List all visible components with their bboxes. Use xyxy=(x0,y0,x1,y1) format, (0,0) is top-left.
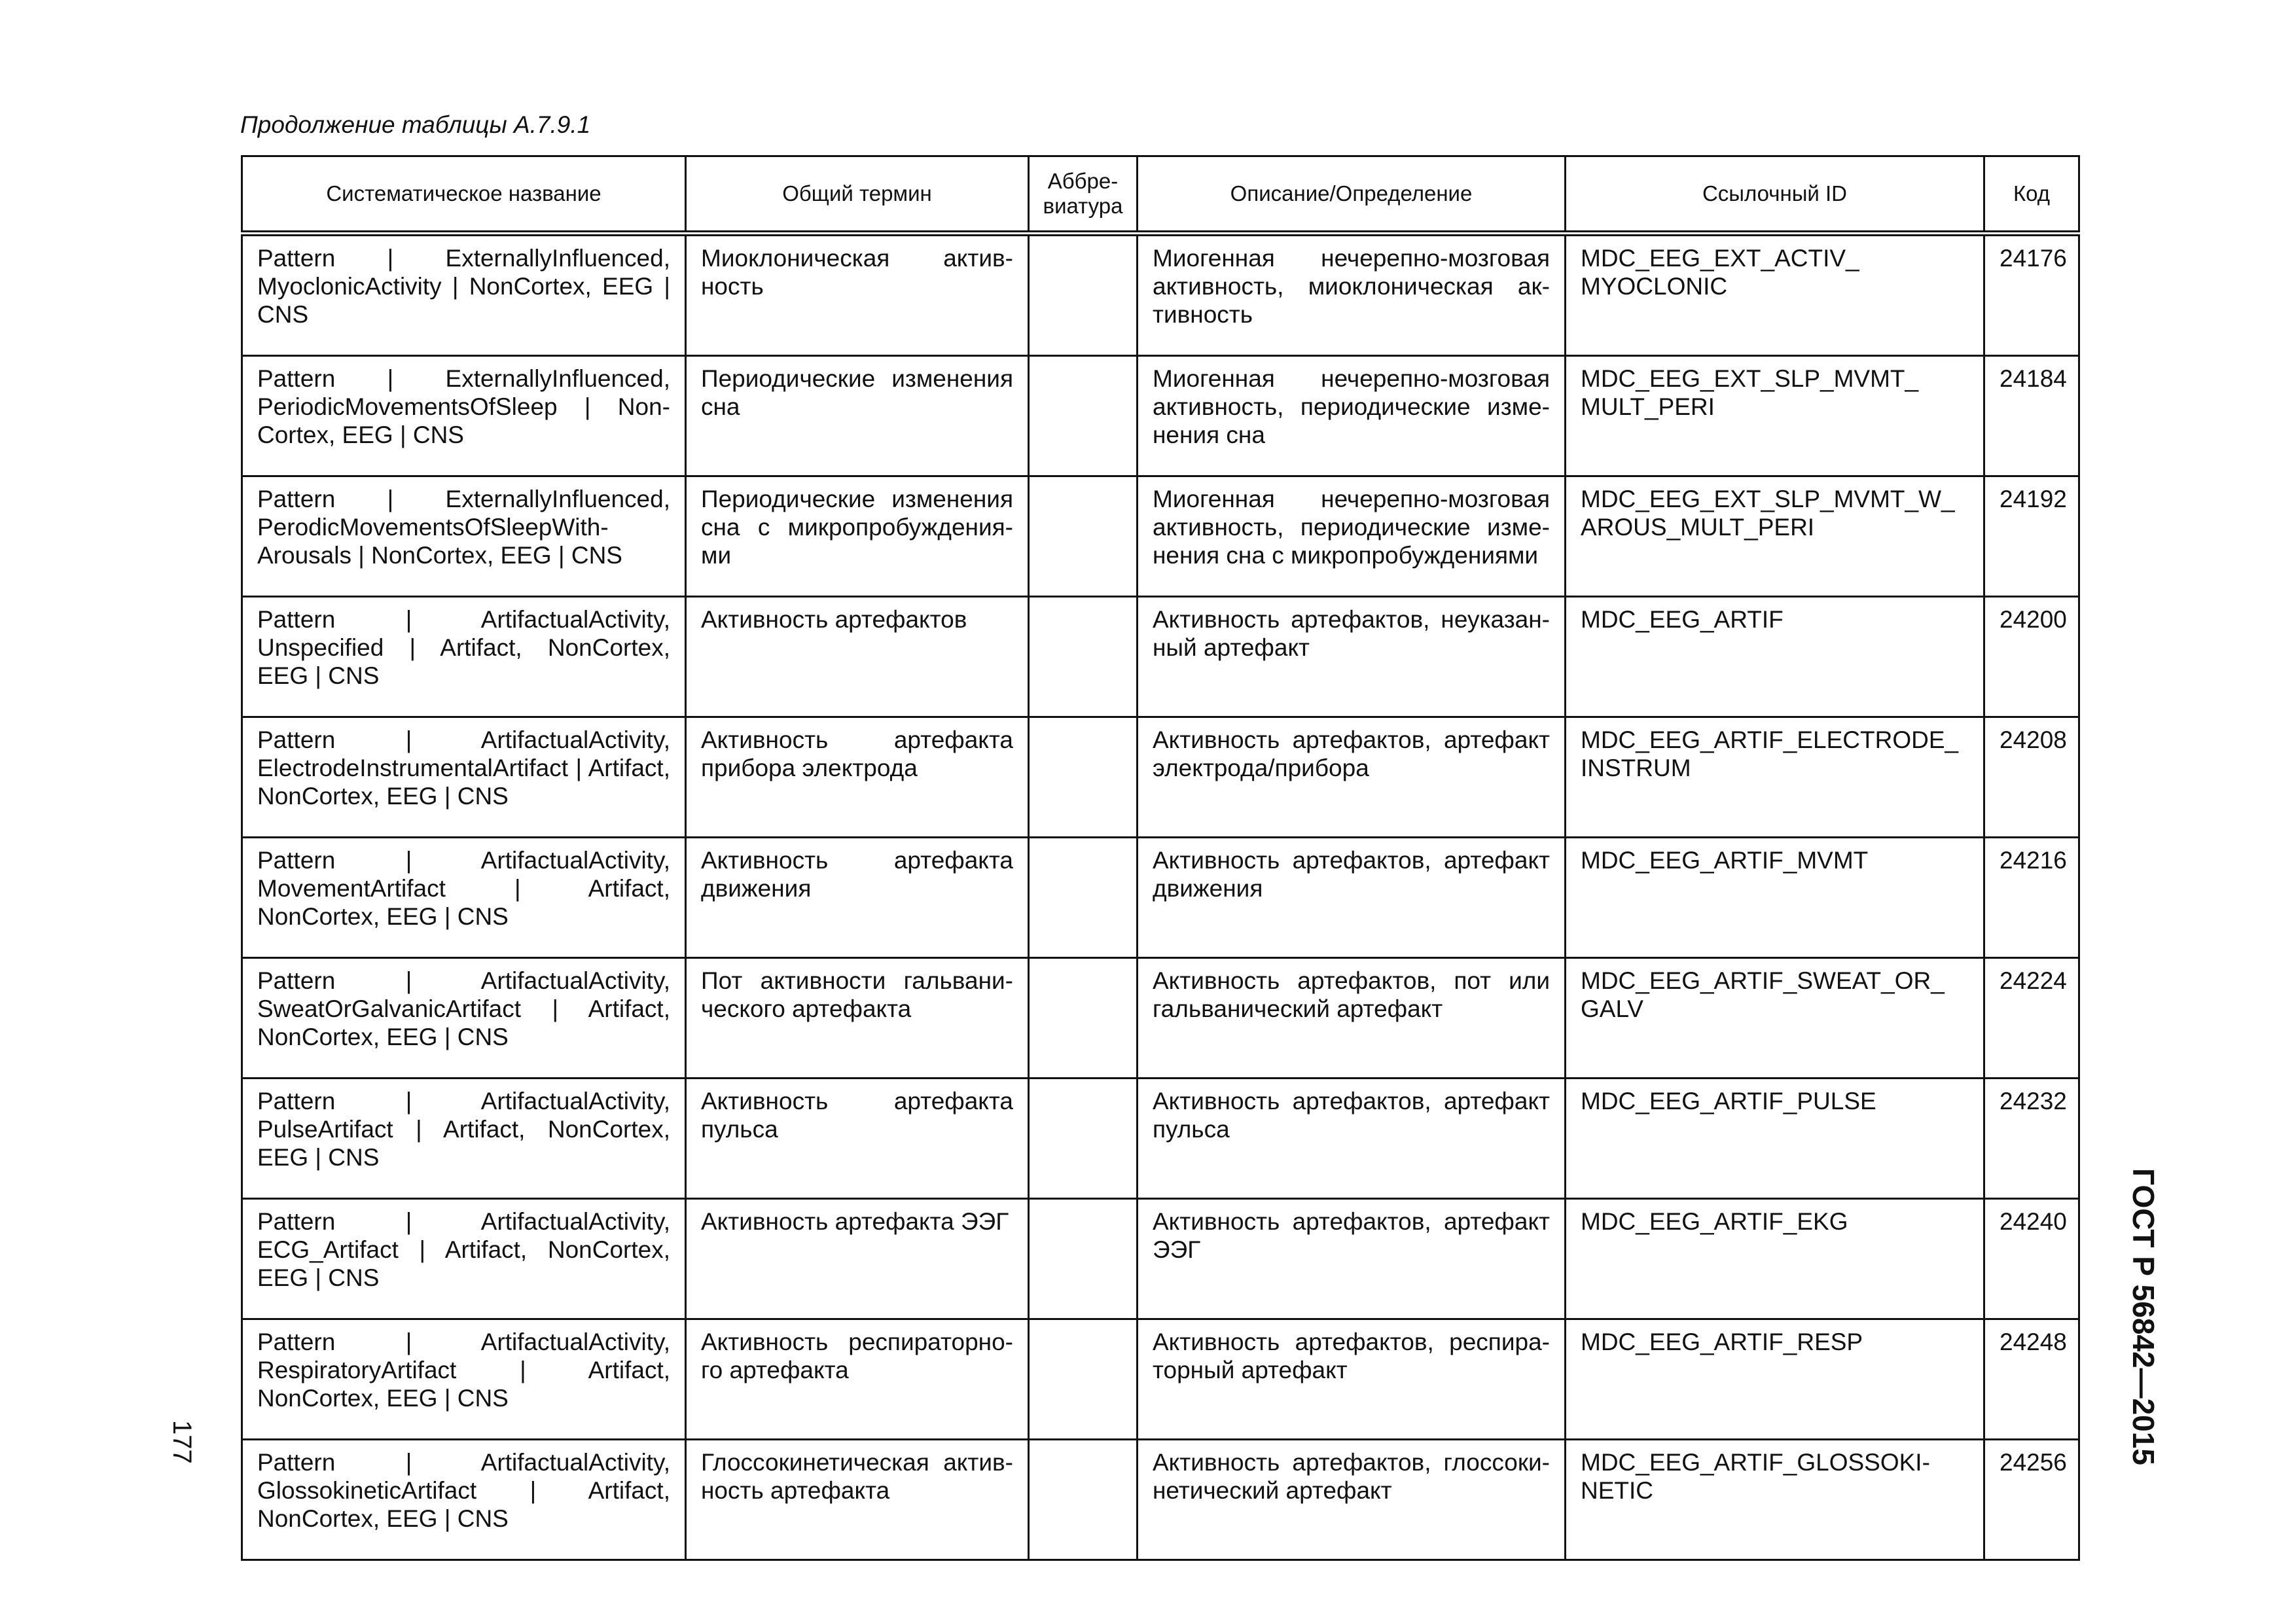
header-reference-id: Ссылочный ID xyxy=(1566,156,1984,234)
cell-abbreviation xyxy=(1029,1319,1138,1440)
cell-common-term: Активность артефакта прибора электрода xyxy=(686,717,1029,838)
cell-description: Активность артефактов, артефакт электрода/прибора xyxy=(1138,717,1566,838)
cell-description: Активность артефактов, артефакт пульса xyxy=(1138,1079,1566,1199)
cell-systematic-name: Pattern | ExternallyInfluenced, PerodicMovementsOfSleepWith-Arousals | NonCortex, EEG | CNS xyxy=(242,476,686,597)
cell-common-term: Периодические изменения сна с микропробуждения-ми xyxy=(686,476,1029,597)
cell-common-term: Миоклоническая актив-ность xyxy=(686,234,1029,356)
cell-code: 24184 xyxy=(1984,356,2079,476)
table-row xyxy=(242,1440,2079,1560)
cell-common-term: Пот активности гальвани-ческого артефакта xyxy=(686,958,1029,1079)
table-row xyxy=(242,234,2079,356)
cell-code: 24248 xyxy=(1984,1319,2079,1440)
cell-abbreviation xyxy=(1029,1440,1138,1560)
cell-code: 24176 xyxy=(1984,234,2079,356)
cell-systematic-name: Pattern | ArtifactualActivity, PulseArtifact | Artifact, NonCortex, EEG | CNS xyxy=(242,1079,686,1199)
cell-reference-id: MDC_EEG_ARTIF_EKG xyxy=(1566,1199,1984,1319)
cell-common-term: Активность артефакта движения xyxy=(686,838,1029,958)
cell-code: 24208 xyxy=(1984,717,2079,838)
cell-abbreviation xyxy=(1029,1079,1138,1199)
table-caption: Продолжение таблицы А.7.9.1 xyxy=(240,111,591,138)
page-number: 177 xyxy=(168,1420,196,1464)
cell-code: 24224 xyxy=(1984,958,2079,1079)
cell-reference-id: MDC_EEG_ARTIF_GLOSSOKI-NETIC xyxy=(1566,1440,1984,1560)
cell-common-term: Активность респираторно-го артефакта xyxy=(686,1319,1029,1440)
cell-abbreviation xyxy=(1029,717,1138,838)
cell-abbreviation xyxy=(1029,476,1138,597)
table-row xyxy=(242,356,2079,476)
cell-common-term: Активность артефакта пульса xyxy=(686,1079,1029,1199)
table-row xyxy=(242,1319,2079,1440)
cell-description: Миогенная нечерепно-мозговая активность, периодические изме-нения сна с микропробуждениями xyxy=(1138,476,1566,597)
cell-systematic-name: Pattern | ArtifactualActivity, ElectrodeInstrumentalArtifact | Artifact, NonCortex, EEG | CNS xyxy=(242,717,686,838)
cell-reference-id: MDC_EEG_ARTIF_RESP xyxy=(1566,1319,1984,1440)
cell-systematic-name: Pattern | ArtifactualActivity, MovementArtifact | Artifact, NonCortex, EEG | CNS xyxy=(242,838,686,958)
table-row xyxy=(242,838,2079,958)
cell-systematic-name: Pattern | ArtifactualActivity, RespiratoryArtifact | Artifact, NonCortex, EEG | CNS xyxy=(242,1319,686,1440)
cell-common-term: Активность артефактов xyxy=(686,597,1029,717)
cell-systematic-name: Pattern | ArtifactualActivity, SweatOrGalvanicArtifact | Artifact, NonCortex, EEG | CNS xyxy=(242,958,686,1079)
cell-systematic-name: Pattern | ArtifactualActivity, Unspecified | Artifact, NonCortex, EEG | CNS xyxy=(242,597,686,717)
header-code: Код xyxy=(1984,156,2079,234)
cell-reference-id: MDC_EEG_ARTIF_PULSE xyxy=(1566,1079,1984,1199)
cell-reference-id: MDC_EEG_ARTIF_ELECTRODE_ INSTRUM xyxy=(1566,717,1984,838)
cell-abbreviation xyxy=(1029,958,1138,1079)
data-table xyxy=(241,155,2080,1561)
cell-description: Миогенная нечерепно-мозговая активность, периодические изме-нения сна xyxy=(1138,356,1566,476)
cell-code: 24240 xyxy=(1984,1199,2079,1319)
cell-code: 24192 xyxy=(1984,476,2079,597)
cell-description: Активность артефактов, неуказан-ный артефакт xyxy=(1138,597,1566,717)
table-row xyxy=(242,1079,2079,1199)
cell-abbreviation xyxy=(1029,838,1138,958)
table-row xyxy=(242,597,2079,717)
table-row xyxy=(242,717,2079,838)
header-common-term: Общий термин xyxy=(686,156,1029,234)
cell-abbreviation xyxy=(1029,356,1138,476)
cell-reference-id: MDC_EEG_ARTIF_SWEAT_OR_ GALV xyxy=(1566,958,1984,1079)
cell-description: Активность артефактов, артефакт ЭЭГ xyxy=(1138,1199,1566,1319)
cell-reference-id: MDC_EEG_EXT_ACTIV_ MYOCLONIC xyxy=(1566,234,1984,356)
cell-systematic-name: Pattern | ExternallyInfluenced, PeriodicMovementsOfSleep | Non-Cortex, EEG | CNS xyxy=(242,356,686,476)
cell-systematic-name: Pattern | ArtifactualActivity, ECG_Artifact | Artifact, NonCortex, EEG | CNS xyxy=(242,1199,686,1319)
cell-abbreviation xyxy=(1029,597,1138,717)
cell-reference-id: MDC_EEG_EXT_SLP_MVMT_W_ AROUS_MULT_PERI xyxy=(1566,476,1984,597)
table-row xyxy=(242,476,2079,597)
cell-reference-id: MDC_EEG_EXT_SLP_MVMT_ MULT_PERI xyxy=(1566,356,1984,476)
cell-common-term: Глоссокинетическая актив-ность артефакта xyxy=(686,1440,1029,1560)
cell-reference-id: MDC_EEG_ARTIF_MVMT xyxy=(1566,838,1984,958)
cell-common-term: Периодические изменения сна xyxy=(686,356,1029,476)
gost-label: ГОСТ Р 56842—2015 xyxy=(2126,1168,2161,1465)
header-row xyxy=(242,156,2079,234)
header-description: Описание/Определение xyxy=(1138,156,1566,234)
cell-description: Активность артефактов, пот или гальванический артефакт xyxy=(1138,958,1566,1079)
cell-description: Активность артефактов, глоссоки-нетический артефакт xyxy=(1138,1440,1566,1560)
cell-description: Миогенная нечерепно-мозговая активность, миоклоническая ак-тивность xyxy=(1138,234,1566,356)
header-systematic-name: Систематическое название xyxy=(242,156,686,234)
cell-reference-id: MDC_EEG_ARTIF xyxy=(1566,597,1984,717)
cell-description: Активность артефактов, респира-торный артефакт xyxy=(1138,1319,1566,1440)
cell-systematic-name: Pattern | ArtifactualActivity, GlossokineticArtifact | Artifact, NonCortex, EEG | CNS xyxy=(242,1440,686,1560)
table-row xyxy=(242,1199,2079,1319)
cell-code: 24256 xyxy=(1984,1440,2079,1560)
cell-code: 24200 xyxy=(1984,597,2079,717)
header-abbreviation: Аббре- виатура xyxy=(1029,156,1138,234)
table-row xyxy=(242,958,2079,1079)
cell-abbreviation xyxy=(1029,234,1138,356)
cell-systematic-name: Pattern | ExternallyInfluenced, MyoclonicActivity | NonCortex, EEG | CNS xyxy=(242,234,686,356)
cell-description: Активность артефактов, артефакт движения xyxy=(1138,838,1566,958)
cell-common-term: Активность артефакта ЭЭГ xyxy=(686,1199,1029,1319)
cell-code: 24216 xyxy=(1984,838,2079,958)
cell-abbreviation xyxy=(1029,1199,1138,1319)
cell-code: 24232 xyxy=(1984,1079,2079,1199)
